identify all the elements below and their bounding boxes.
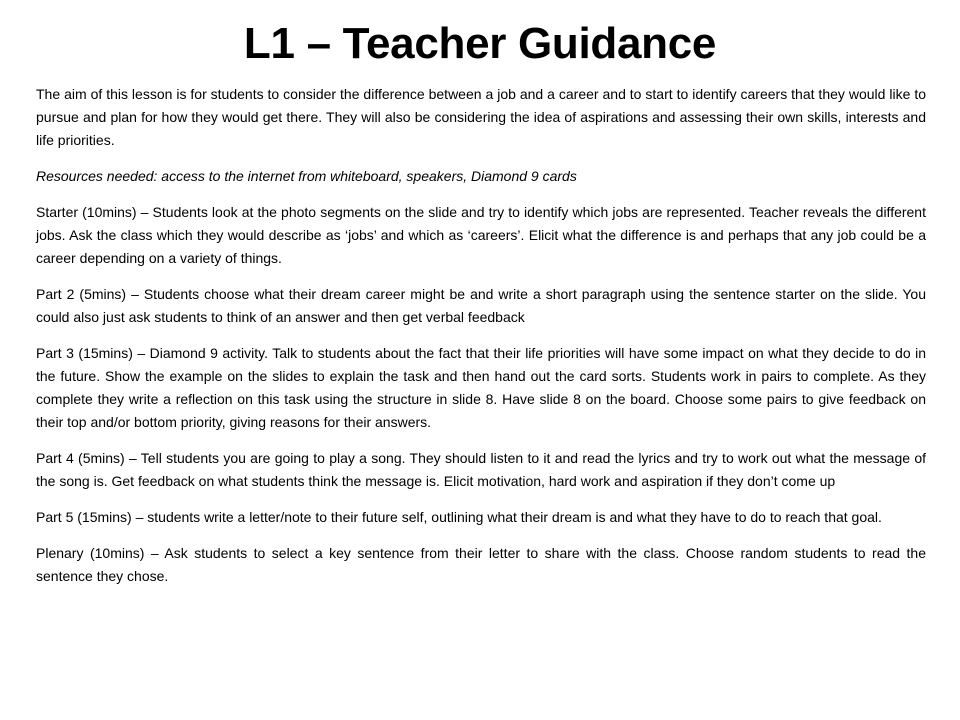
slide-title: L1 – Teacher Guidance — [243, 19, 717, 68]
part-5-paragraph: Part 5 (15mins) – students write a letter/note to their future self, outlining what their dream is and what they have to do to reach that goal. — [36, 509, 882, 525]
part-2-paragraph: Part 2 (5mins) – Students choose what their dream career might be and write a short paragraph using the sentence starter on the slide. You could also just ask students to think of an answer and then get verbal feedback — [36, 286, 926, 325]
lesson-aim-paragraph: The aim of this lesson is for students to consider the difference between a job and a career and to start to identify careers that they would like to pursue and plan for how they would get there. They will also be considering the idea of aspirations and assessing their own skills, interests and life priorities. — [36, 86, 926, 148]
part-3-paragraph: Part 3 (15mins) – Diamond 9 activity. Talk to students about the fact that their life priorities will have some impact on what they decide to do in the future. Show the example on the slides to explain the task and then hand out the card sorts. Students work in pairs to complete. As they complete they write a reflection on this task using the structure in slide 8. Have slide 8 on the board. Choose some pairs to give feedback on their top and/or bottom priority, giving reasons for their answers. — [36, 345, 926, 430]
starter-paragraph: Starter (10mins) – Students look at the photo segments on the slide and try to identify which jobs are represented. Teacher reveals the different jobs. Ask the class which they would describe as ‘jobs’ and which as ‘careers’. Elicit what the difference is and perhaps that any job could be a career depending on a variety of things. — [36, 204, 926, 266]
resources-paragraph: Resources needed: access to the internet from whiteboard, speakers, Diamond 9 cards — [36, 168, 577, 184]
part-4-paragraph: Part 4 (5mins) – Tell students you are going to play a song. They should listen to it and read the lyrics and try to work out what the message of the song is. Get feedback on what students think the message is. Elicit motivation, hard work and aspiration if they don’t come up — [36, 450, 926, 489]
plenary-paragraph: Plenary (10mins) – Ask students to select a key sentence from their letter to share with the class. Choose random students to read the sentence they chose. — [36, 545, 926, 584]
slide-body — [36, 83, 926, 601]
